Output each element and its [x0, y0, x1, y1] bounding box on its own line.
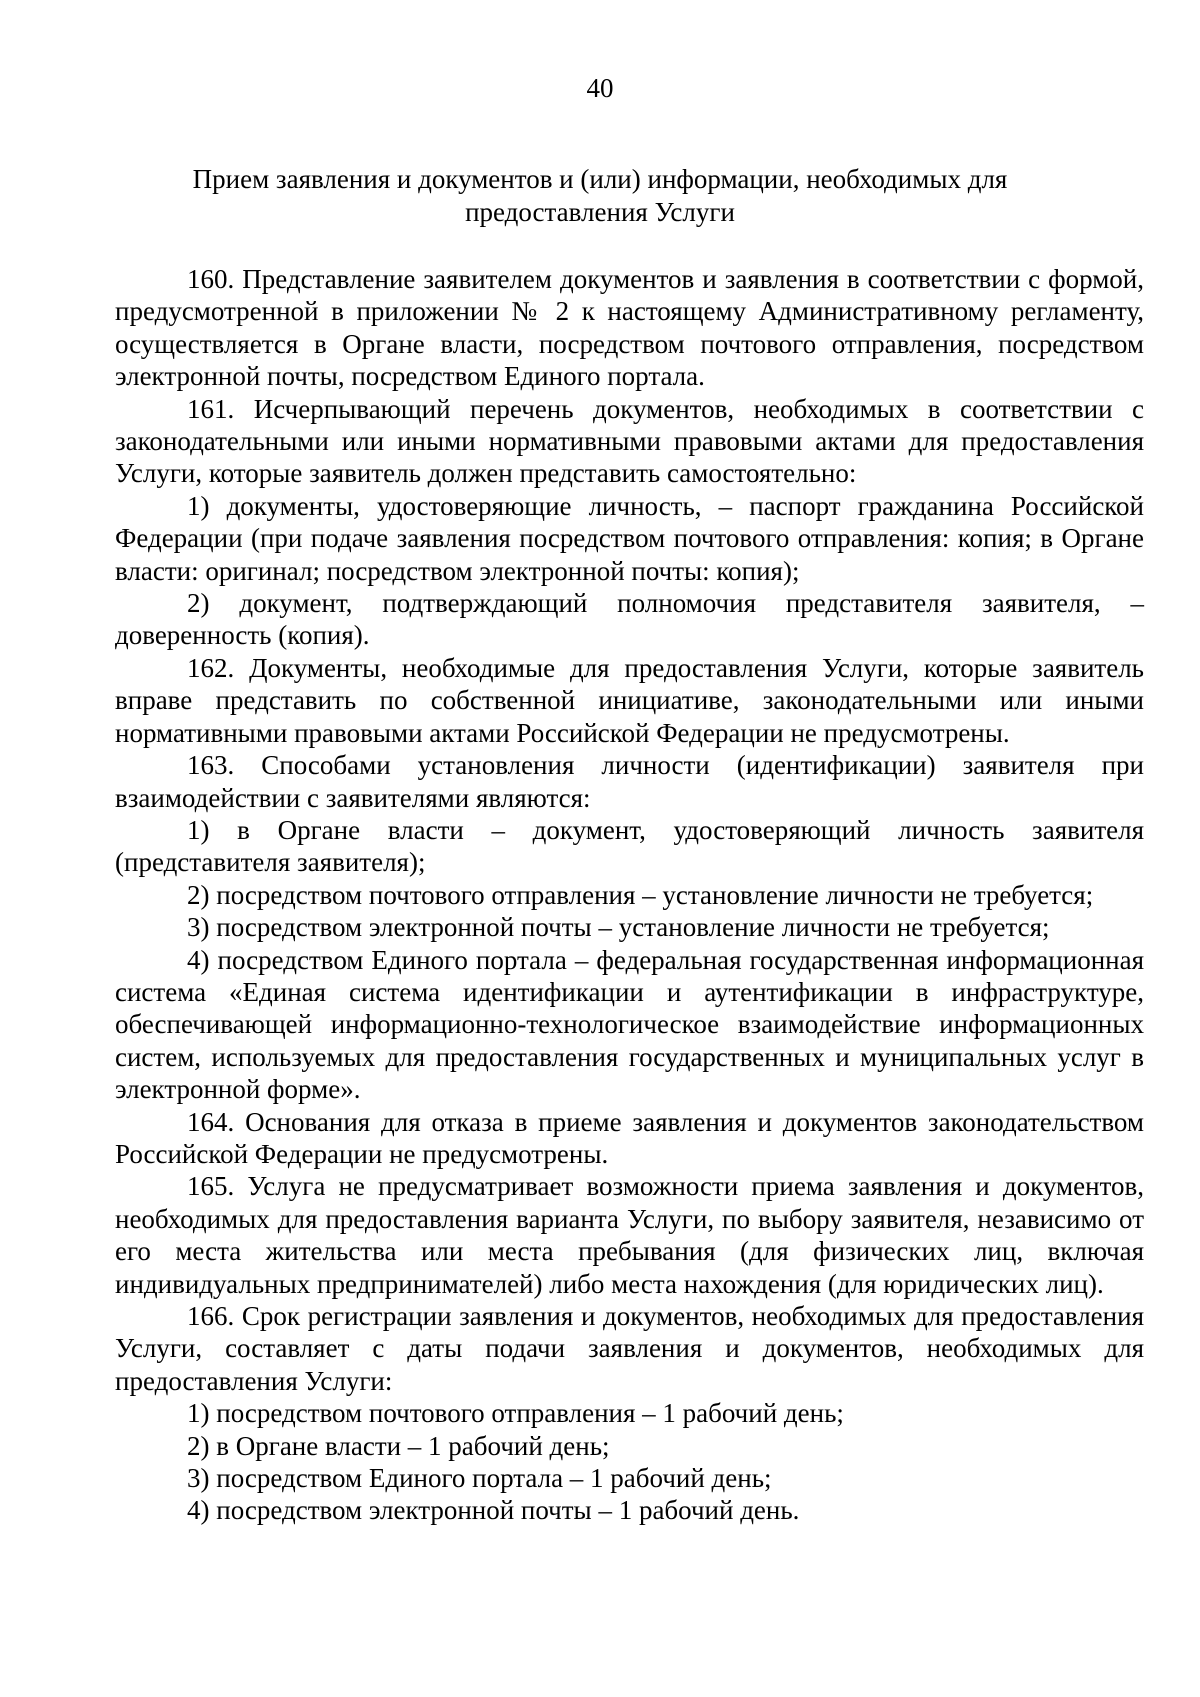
document-body: [115, 263, 1144, 1527]
section-title-line-2: предоставления Услуги: [465, 196, 735, 227]
paragraph-161-item-2: 2) документ, подтверждающий полномочия представителя заявителя, – доверенность (копия).: [115, 588, 1144, 651]
paragraph-161-item-1: 1) документы, удостоверяющие личность, – паспорт гражданина Российской Федерации (при подаче заявления посредством почтового отправления: копия; в Органе власти: оригинал; посредством электронной почты: копия);: [115, 490, 1144, 586]
paragraph-166-item-1: 1) посредством почтового отправления – 1 рабочий день;: [187, 1398, 844, 1429]
paragraph-162: 162. Документы, необходимые для предоставления Услуги, которые заявитель вправе представить по собственной инициативе, законодательными или иными нормативными правовыми актами Российской Федерации не предусмотрены.: [115, 652, 1144, 748]
paragraph-163: 163. Способами установления личности (идентификации) заявителя при взаимодействии с заявителями являются:: [115, 750, 1144, 813]
section-title-line-1: Прием заявления и документов и (или) информации, необходимых для: [192, 164, 1008, 194]
paragraph-163-item-4: 4) посредством Единого портала – федеральная государственная информационная система «Единая система идентификации и аутентификации в инфраструктуре, обеспечивающей информационно-технологическое взаимодействие информационных систем, используемых для предоставления государственных и муниципальных услуг в электронной форме».: [115, 944, 1144, 1105]
paragraph-164: 164. Основания для отказа в приеме заявления и документов законодательством Российской Федерации не предусмотрены.: [115, 1106, 1144, 1169]
paragraph-163-item-2: 2) посредством почтового отправления – установление личности не требуется;: [187, 879, 1094, 910]
paragraph-165: 165. Услуга не предусматривает возможности приема заявления и документов, необходимых для предоставления варианта Услуги, по выбору заявителя, независимо от его места жительства или места пребывания (для физических лиц, включая индивидуальных предпринимателей) либо места нахождения (для юридических лиц).: [115, 1171, 1144, 1299]
paragraph-166-item-2: 2) в Органе власти – 1 рабочий день;: [187, 1430, 610, 1461]
paragraph-163-item-1: 1) в Органе власти – документ, удостоверяющий личность заявителя (представителя заявителя);: [115, 814, 1144, 878]
paragraph-161: 161. Исчерпывающий перечень документов, необходимых в соответствии с законодательными или иными нормативными правовыми актами для предоставления Услуги, которые заявитель должен представить самостоятельно:: [115, 393, 1144, 489]
paragraph-163-item-3: 3) посредством электронной почты – установление личности не требуется;: [187, 912, 1050, 943]
section-title: [150, 163, 1050, 228]
paragraph-166: 166. Срок регистрации заявления и документов, необходимых для предоставления Услуги, составляет с даты подачи заявления и документов, необходимых для предоставления Услуги:: [115, 1301, 1144, 1396]
paragraph-166-item-4: 4) посредством электронной почты – 1 рабочий день.: [187, 1495, 800, 1526]
paragraph-166-item-3: 3) посредством Единого портала – 1 рабочий день;: [187, 1463, 772, 1494]
paragraph-160: 160. Представление заявителем документов и заявления в соответствии с формой, предусмотренной в приложении № 2 к настоящему Административному регламенту, осуществляется в Органе власти, посредством почтового отправления, посредством электронной почты, посредством Единого портала.: [115, 264, 1144, 392]
page-number: 40: [586, 73, 614, 103]
